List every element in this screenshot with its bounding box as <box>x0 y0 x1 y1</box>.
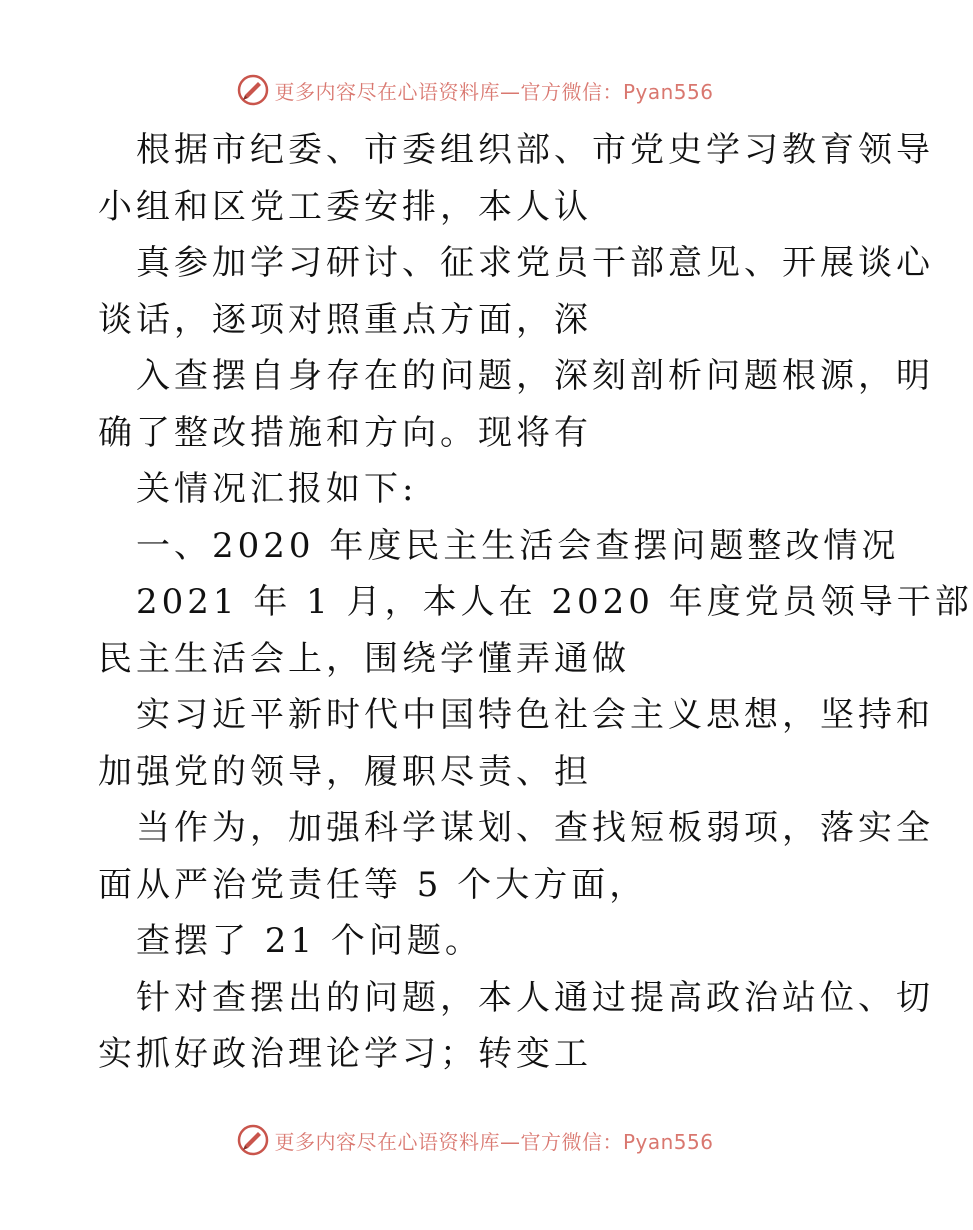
text-line: 根据市纪委、市委组织部、市党史学习教育领导 <box>136 130 934 170</box>
pen-circle-logo-icon <box>236 73 270 107</box>
text-line: 针对查摆出的问题，本人通过提高政治站位、切 <box>136 977 934 1018</box>
text-line: 入查摆自身存在的问题，深刻剖析问题根源，明 <box>136 356 934 396</box>
text-line: 2021 年 1 月，本人在 2020 年度党员领导干部 <box>136 582 973 622</box>
text-line: 加强党的领导，履职尽责、担 <box>98 751 592 792</box>
text-line: 当作为，加强科学谋划、查找短板弱项，落实全 <box>136 808 934 848</box>
text-line: 实习近平新时代中国特色社会主义思想，坚持和 <box>136 695 934 735</box>
document-body <box>98 122 973 1083</box>
text-line: 真参加学习研讨、征求党员干部意见、开展谈心 <box>136 243 934 283</box>
text-line: 确了整改措施和方向。现将有 <box>98 412 592 453</box>
section-heading: 一、2020 年度民主生活会查摆问题整改情况 <box>136 525 900 566</box>
text-line: 面从严治党责任等 5 个大方面， <box>98 864 648 905</box>
text-line: 谈话，逐项对照重点方面，深 <box>98 299 592 340</box>
text-line: 查摆了 21 个问题。 <box>136 921 483 961</box>
pen-circle-logo-icon <box>236 1123 270 1157</box>
header-watermark <box>0 70 950 110</box>
watermark-text: 更多内容尽在心语资料库—官方微信：Pyan556 <box>274 79 714 104</box>
text-line: 小组和区党工委安排，本人认 <box>98 186 592 227</box>
watermark-text: 更多内容尽在心语资料库—官方微信：Pyan556 <box>274 1129 714 1154</box>
text-line: 关情况汇报如下: <box>136 469 418 509</box>
footer-watermark <box>0 1120 950 1160</box>
text-line: 实抓好政治理论学习；转变工 <box>98 1034 592 1074</box>
text-line: 民主生活会上，围绕学懂弄通做 <box>98 638 630 679</box>
